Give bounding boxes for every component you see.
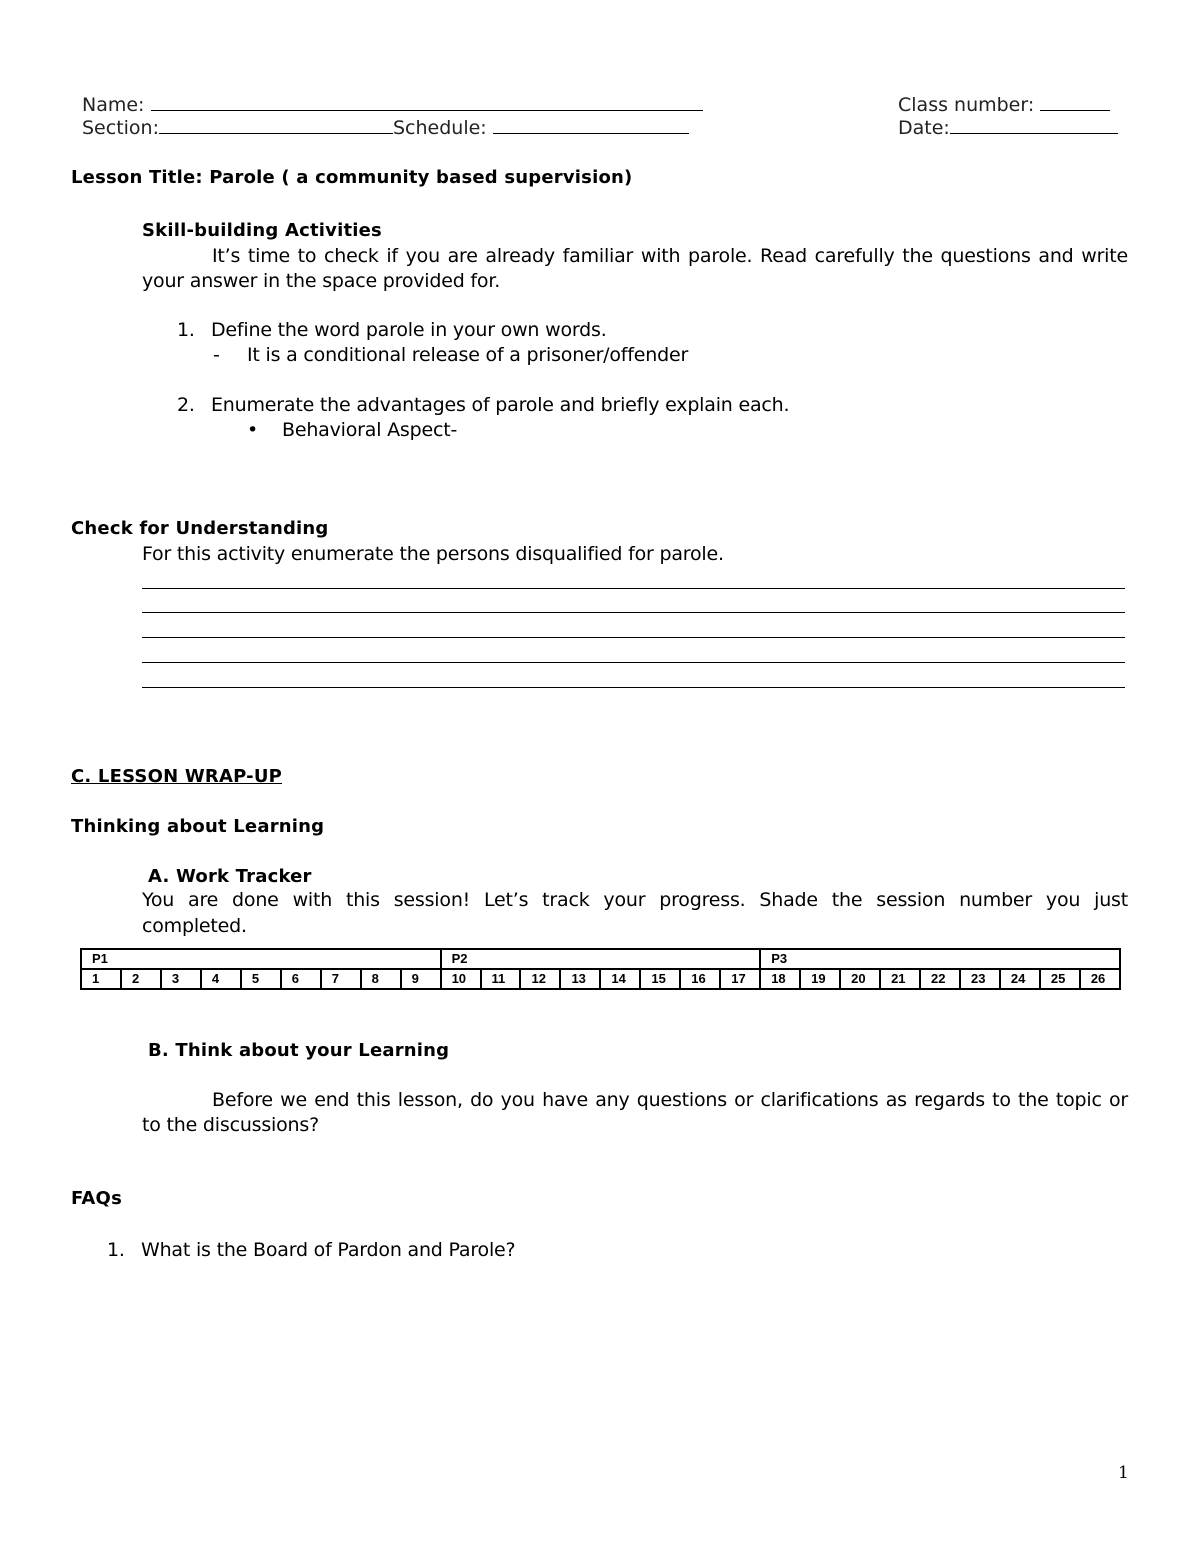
session-cell[interactable]: 22 xyxy=(920,969,960,989)
lesson-title: Lesson Title: Parole ( a community based supervision) xyxy=(71,167,633,188)
class-number-label: Class number: xyxy=(898,94,1035,116)
answer-line[interactable] xyxy=(142,637,1125,638)
session-cell[interactable]: 5 xyxy=(241,969,281,989)
session-cell[interactable]: 14 xyxy=(600,969,640,989)
bullet-icon: • xyxy=(247,419,259,441)
check-understanding-heading: Check for Understanding xyxy=(71,518,329,539)
answer-line[interactable] xyxy=(142,662,1125,663)
session-cell[interactable]: 15 xyxy=(640,969,680,989)
section-label: Section: xyxy=(82,117,159,139)
work-tracker-instruction-cont: completed. xyxy=(142,915,247,937)
work-tracker-heading: A. Work Tracker xyxy=(148,866,312,887)
schedule-label: Schedule: xyxy=(393,117,487,139)
think-about-learning-prompt-cont: to the discussions? xyxy=(142,1114,319,1136)
session-cell[interactable]: 25 xyxy=(1040,969,1080,989)
tracker-session-row xyxy=(81,969,1120,989)
session-cell[interactable]: 6 xyxy=(281,969,321,989)
session-cell[interactable]: 12 xyxy=(520,969,560,989)
session-cell[interactable]: 20 xyxy=(840,969,880,989)
skill-building-heading: Skill-building Activities xyxy=(142,220,382,241)
session-cell[interactable]: 9 xyxy=(401,969,441,989)
session-cell[interactable]: 4 xyxy=(201,969,241,989)
section-schedule-fields xyxy=(82,117,689,139)
faq-1-question: What is the Board of Pardon and Parole? xyxy=(141,1239,516,1261)
answer-2-text: Behavioral Aspect- xyxy=(282,419,458,441)
period-cell: P1 xyxy=(81,949,441,969)
work-tracker-instruction: You are done with this session! Let’s track your progress. Shade the session number you just xyxy=(142,889,1128,911)
session-cell[interactable]: 18 xyxy=(760,969,800,989)
date-field[interactable] xyxy=(898,117,1118,139)
answer-line[interactable] xyxy=(142,687,1125,688)
page-number: 1 xyxy=(1118,1463,1129,1483)
work-tracker-table xyxy=(80,948,1121,990)
session-cell[interactable]: 7 xyxy=(321,969,361,989)
session-cell[interactable]: 10 xyxy=(441,969,481,989)
answer-1-dash: - xyxy=(213,344,220,366)
thinking-about-learning-heading: Thinking about Learning xyxy=(71,816,325,837)
question-2-text: Enumerate the advantages of parole and briefly explain each. xyxy=(211,394,790,416)
question-1-text: Define the word parole in your own words. xyxy=(211,319,607,341)
answer-line[interactable] xyxy=(142,588,1125,589)
session-cell[interactable]: 11 xyxy=(481,969,521,989)
session-cell[interactable]: 23 xyxy=(960,969,1000,989)
name-field[interactable] xyxy=(82,94,703,116)
period-cell: P3 xyxy=(760,949,1120,969)
session-cell[interactable]: 19 xyxy=(800,969,840,989)
session-cell[interactable]: 16 xyxy=(680,969,720,989)
think-about-learning-prompt: Before we end this lesson, do you have any questions or clarifications as regards to the topic or xyxy=(212,1089,1128,1111)
session-cell[interactable]: 17 xyxy=(720,969,760,989)
answer-1-text: It is a conditional release of a prisoner/offender xyxy=(247,344,689,366)
faq-1-number: 1. xyxy=(107,1239,125,1261)
answer-line[interactable] xyxy=(142,612,1125,613)
lesson-wrap-up-heading: C. LESSON WRAP-UP xyxy=(71,766,283,787)
session-cell[interactable]: 2 xyxy=(121,969,161,989)
name-label: Name: xyxy=(82,94,145,116)
skill-building-intro: It’s time to check if you are already familiar with parole. Read carefully the questions and write xyxy=(212,245,1128,267)
session-cell[interactable]: 1 xyxy=(81,969,121,989)
session-cell[interactable]: 8 xyxy=(361,969,401,989)
name-blank[interactable] xyxy=(151,109,703,111)
session-cell[interactable]: 26 xyxy=(1080,969,1120,989)
section-blank[interactable] xyxy=(159,132,393,134)
skill-building-intro-cont: your answer in the space provided for. xyxy=(142,270,501,292)
session-cell[interactable]: 21 xyxy=(880,969,920,989)
session-cell[interactable]: 24 xyxy=(1000,969,1040,989)
class-number-field[interactable] xyxy=(898,94,1110,116)
tracker-period-row xyxy=(81,949,1120,969)
think-about-learning-heading: B. Think about your Learning xyxy=(148,1040,450,1061)
faqs-heading: FAQs xyxy=(71,1188,122,1209)
check-understanding-instruction: For this activity enumerate the persons disqualified for parole. xyxy=(142,543,724,565)
session-cell[interactable]: 3 xyxy=(161,969,201,989)
period-cell: P2 xyxy=(441,949,761,969)
class-number-blank[interactable] xyxy=(1040,109,1110,111)
date-blank[interactable] xyxy=(950,132,1118,134)
question-2-number: 2. xyxy=(177,394,195,416)
date-label: Date: xyxy=(898,117,950,139)
session-cell[interactable]: 13 xyxy=(560,969,600,989)
schedule-blank[interactable] xyxy=(493,132,689,134)
question-1-number: 1. xyxy=(177,319,195,341)
